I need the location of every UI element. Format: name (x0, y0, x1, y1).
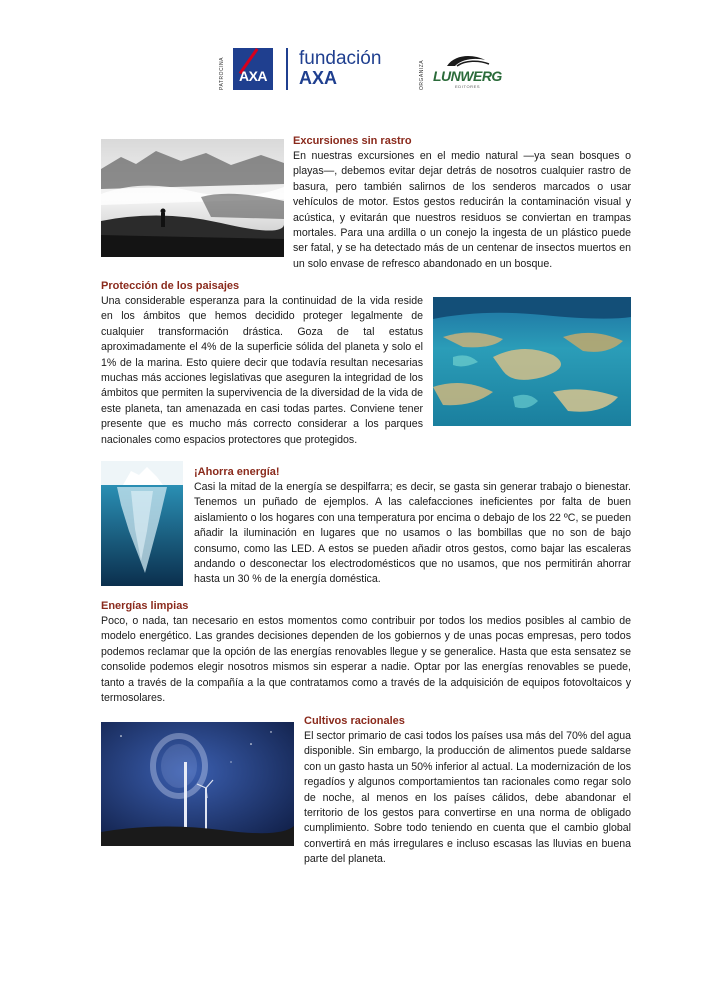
section-body: En nuestras excursiones en el medio natural —ya sean bosques o playas—, debemos evitar dejar detrás de nosotros cualquier rastro de basura, pero también salirnos de los senderos marcados o usar vehículos de motor. Estos gestos reducirán la contaminación visual y acústica, y evitarán que nuestros residuos se conviertan en trampas mortales. Para una ardilla o un conejo la ingesta de un plástico puede ser fatal, y se ha detectado más de un centenar de insectos muertos en un solo envase de refresco abandonado en un bosque. (293, 150, 631, 270)
hiker-in-mist-photo (101, 139, 284, 257)
section-title: Excursiones sin rastro (293, 135, 412, 147)
section-body: Casi la mitad de la energía se despilfarra; es decir, se gasta sin generar trabajo o bienestar. Tenemos un puñado de ejemplos. A las calefacciones ineficientes por falta de buen aislamiento o los hogares con una temperatura por encima o debajo de los 22 ºC, se pueden añadir la iluminación en lugares que no usamos o las bombillas que no son de bajo consumo, como las LED. A estos se pueden añadir otros gestos, como bajar las escaleras andando o desconectar los electrodomésticos que no usamos, que nos permitirán ahorrar hasta un 30 % de la energía doméstica. (194, 481, 631, 586)
section-body: El sector primario de casi todos los países usa más del 70% del agua disponible. Sin embargo, la producción de alimentos puede saldarse con un gasto hasta un 50% inferior al actual. La modernización de los regadíos y algunos comportamientos tan racionales como regar solo de noche, al menos en los países cálidos, debe abandonar el territorio de los gestos para convertirse en una norma de obligado cumplimiento. Sobre todo teniendo en cuenta que el cambio global convertirá en más irregulares e incluso escasas las lluvias en buena parte del planeta. (304, 730, 631, 866)
axa-logo (233, 48, 273, 90)
lunwerg-wordmark: LUNWERG (433, 68, 502, 84)
section-body: Poco, o nada, tan necesario en estos momentos como contribuir por todos los medios posibles al cambio de modelo energético. Las grandes decisiones dependen de los gobiernos y de unas pocas empresas, pero todos podemos reclamar que la opción de las energías renovables llegue y se generalice. Hasta que esta sensatez se consolide podemos elegir nosotros mismos sin esperar a nadie. Optar por las energías renovables se puede, tanto a través de la compañía a la que contratamos como a través de la adquisición de equipos fotovoltaicos y termosolares. (101, 615, 631, 705)
coral-reef-aerial-photo (433, 297, 631, 426)
section-paisajes (101, 279, 423, 448)
section-limpias (101, 599, 631, 706)
section-title: Energías limpias (101, 600, 189, 612)
wind-turbines-night-photo (101, 722, 294, 846)
logo-divider (286, 48, 288, 90)
section-body: Una considerable esperanza para la continuidad de la vida reside en los ámbitos que hemos decidido proteger legalmente de cualquier transformación drástica. Goza de tal estatus aproximadamente el 4% de la superficie sólida del planeta y solo el 1% de la marina. Esto quiere decir que todavía resultan necesarias muchas más acciones legislativas que aseguren la integridad de los ámbitos que permiten la supervivencia de la diversidad de la vida de este planeta, tan amenazada en casi todas partes. Conviene tener presente que es mucho más correcto considerar a los parques nacionales como espacios protectores que protegidos. (101, 295, 423, 446)
section-title: ¡Ahorra energía! (194, 466, 280, 478)
section-cultivos (304, 714, 631, 868)
section-title: Protección de los paisajes (101, 280, 240, 292)
section-energia (194, 465, 631, 588)
header-logos (215, 44, 515, 94)
lunwerg-logo (433, 52, 509, 90)
organizer-label: ORGANIZA (419, 59, 425, 90)
sponsor-label: PATROCINA (219, 57, 225, 90)
axa-logo-text: AXA (238, 68, 268, 84)
fundacion-axa: AXA (299, 68, 338, 88)
lunwerg-subtitle: EDITORES (455, 84, 481, 89)
iceberg-photo (101, 461, 183, 586)
fundacion-name: fundación (299, 48, 382, 69)
section-excursiones (293, 134, 631, 272)
section-title: Cultivos racionales (304, 715, 405, 727)
